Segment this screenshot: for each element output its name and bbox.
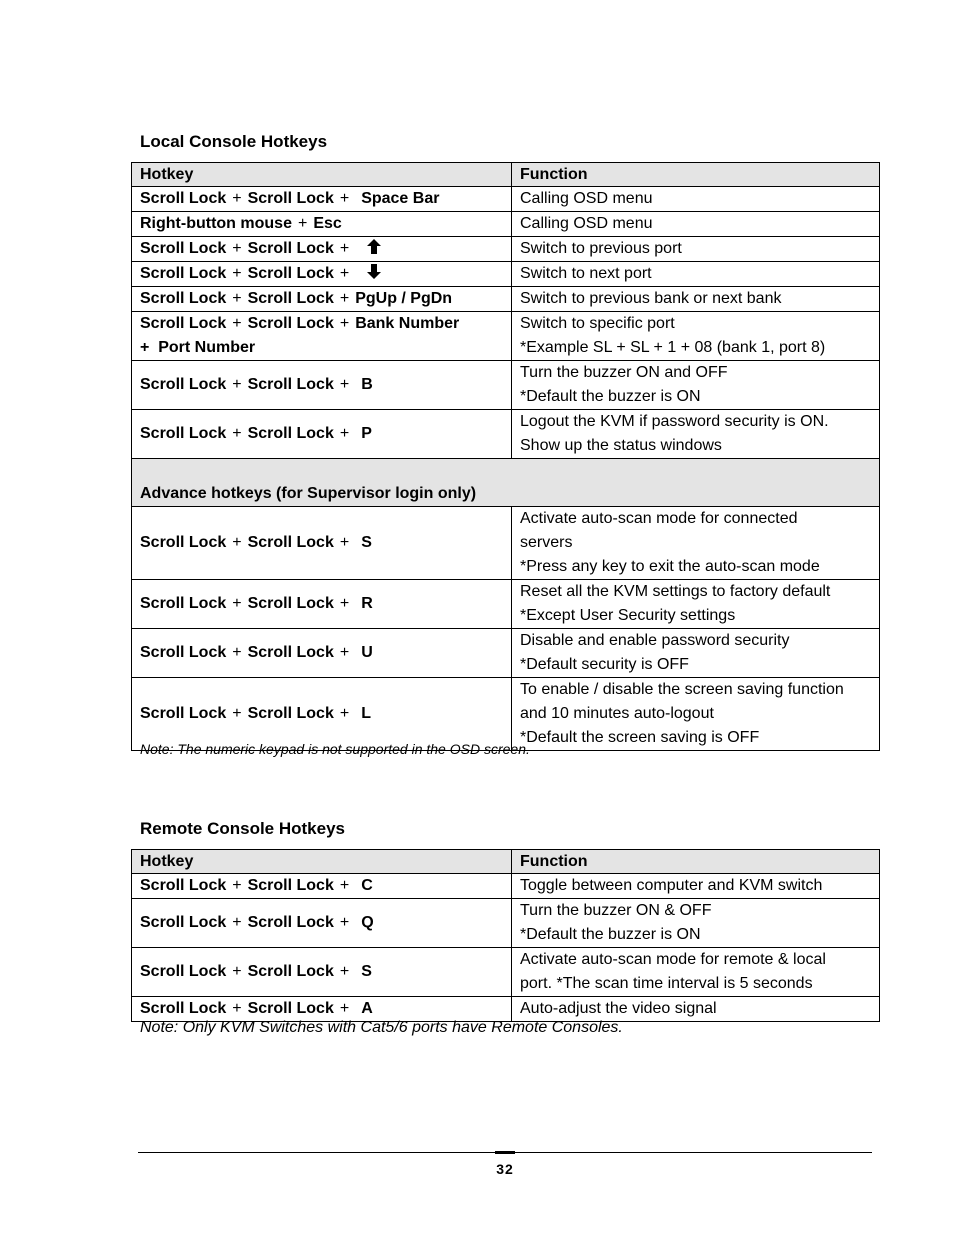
function-cell [512,187,880,212]
plus-sign: + [339,595,350,612]
key-name: S [361,963,372,980]
function-text: *Default the buzzer is ON [520,388,701,405]
table-row [132,997,880,1022]
function-text: Switch to specific port [520,315,675,332]
function-text: Logout the KVM if password security is ON. [520,413,829,430]
plus-sign: + [232,190,242,207]
hotkey-column-header: Hotkey [132,850,512,874]
table-row [132,678,880,751]
hotkey-cell [132,287,512,312]
plus-sign: + [232,1000,242,1017]
plus-sign: + [232,290,242,307]
function-cell [512,287,880,312]
key-name: PgUp / PgDn [355,290,453,307]
plus-sign: + [232,240,242,257]
function-cell [512,629,880,678]
function-cell [512,948,880,997]
table-header-row [132,163,880,187]
function-text: Switch to previous port [520,240,682,257]
key-name: Scroll Lock [140,963,227,980]
function-cell [512,874,880,899]
table-row [132,948,880,997]
key-name: A [361,1000,373,1017]
hotkey-cell [132,678,512,751]
key-name: Right-button mouse [140,215,292,232]
function-text: Calling OSD menu [520,215,653,232]
function-column-header: Function [512,850,880,874]
key-name: Port Number [158,339,256,356]
key-name: L [361,705,371,722]
key-name: Scroll Lock [247,190,334,207]
key-name: Scroll Lock [247,644,334,661]
table-row [132,187,880,212]
hotkey-cell [132,874,512,899]
key-name: P [361,425,372,442]
key-name: Bank Number [355,315,460,332]
key-name: Scroll Lock [140,290,227,307]
local-console-title: Local Console Hotkeys [140,132,328,151]
plus-sign: + [232,705,242,722]
remote-hotkeys-table [131,849,880,1022]
key-name: U [361,644,373,661]
function-text: *Press any key to exit the auto-scan mode [520,558,820,575]
function-text: *Example SL + SL + 1 + 08 (bank 1, port 8) [520,339,826,356]
function-column-header: Function [512,163,880,187]
key-name: Scroll Lock [247,705,334,722]
function-cell [512,237,880,262]
footer-tab-mark [495,1151,515,1154]
function-text: *Default the screen saving is OFF [520,729,760,746]
function-text: Activate auto-scan mode for remote & local [520,951,826,968]
plus-sign: + [232,376,242,393]
table-row [132,262,880,287]
table-row [132,899,880,948]
plus-sign: + [232,914,242,931]
hotkey-cell [132,629,512,678]
key-name: B [361,376,373,393]
key-name: Scroll Lock [140,534,227,551]
table-header-row [132,850,880,874]
plus-sign: + [339,240,350,257]
function-cell [512,899,880,948]
plus-sign: + [339,963,350,980]
hotkey-cell [132,187,512,212]
plus-sign: + [232,877,242,894]
key-name: Scroll Lock [247,315,334,332]
table-row [132,361,880,410]
hotkey-cell [132,507,512,580]
plus-sign: + [232,644,242,661]
function-text: Switch to previous bank or next bank [520,290,782,307]
plus-sign: + [232,534,242,551]
key-name: Scroll Lock [247,963,334,980]
function-text: Disable and enable password security [520,632,790,649]
key-name: Scroll Lock [247,265,334,282]
function-text: Show up the status windows [520,437,722,454]
plus-sign: + [339,190,350,207]
plus-sign: + [232,315,242,332]
function-cell [512,410,880,459]
function-cell [512,312,880,361]
function-text: Turn the buzzer ON and OFF [520,364,728,381]
remote-console-note: Note: Only KVM Switches with Cat5/6 ports have Remote Consoles. [140,1019,623,1036]
key-name: Scroll Lock [247,1000,334,1017]
page-number: 32 [496,1161,514,1177]
function-text: *Default security is OFF [520,656,689,673]
key-name: Q [361,914,374,931]
function-text: Reset all the KVM settings to factory default [520,583,831,600]
table-row [132,237,880,262]
function-cell [512,580,880,629]
plus-sign: + [232,963,242,980]
plus-sign: + [339,914,350,931]
advance-hotkeys-title: Advance hotkeys (for Supervisor login only) [132,459,880,507]
key-name: Scroll Lock [247,534,334,551]
function-text: Turn the buzzer ON & OFF [520,902,712,919]
function-text: Toggle between computer and KVM switch [520,877,823,894]
hotkey-cell [132,312,512,361]
key-name: Scroll Lock [247,290,334,307]
key-name: Scroll Lock [247,425,334,442]
remote-console-title: Remote Console Hotkeys [140,819,345,838]
key-name: Scroll Lock [247,240,334,257]
plus-sign: + [232,425,242,442]
table-row [132,312,880,361]
function-cell [512,678,880,751]
key-name: Scroll Lock [247,376,334,393]
hotkey-cell [132,212,512,237]
function-text: To enable / disable the screen saving function [520,681,844,698]
plus-sign: + [140,339,150,356]
function-cell [512,361,880,410]
key-name: Scroll Lock [247,595,334,612]
key-name: Space Bar [361,190,440,207]
plus-sign: + [232,265,242,282]
function-text: Activate auto-scan mode for connected [520,510,798,527]
function-cell [512,507,880,580]
key-name: Scroll Lock [140,1000,227,1017]
key-name: R [361,595,373,612]
function-cell [512,262,880,287]
key-name: Scroll Lock [140,877,227,894]
local-console-note: Note: The numeric keypad is not supported in the OSD screen. [140,741,530,757]
hotkey-cell [132,361,512,410]
plus-sign: + [339,376,350,393]
plus-sign: + [297,215,308,232]
key-name: Scroll Lock [140,425,227,442]
hotkey-cell [132,997,512,1022]
key-name: Scroll Lock [140,644,227,661]
hotkey-cell [132,948,512,997]
key-name: Scroll Lock [140,190,227,207]
function-text: Calling OSD menu [520,190,653,207]
key-name: Scroll Lock [140,376,227,393]
table-row [132,410,880,459]
function-text: servers [520,534,573,551]
plus-sign: + [339,265,350,282]
function-text: and 10 minutes auto-logout [520,705,714,722]
hotkey-column-header: Hotkey [132,163,512,187]
hotkey-cell [132,237,512,262]
key-name: Scroll Lock [247,877,334,894]
key-name: Scroll Lock [140,315,227,332]
plus-sign: + [339,534,350,551]
table-row [132,629,880,678]
hotkey-cell [132,262,512,287]
function-text: Auto-adjust the video signal [520,1000,717,1017]
plus-sign: + [339,705,350,722]
hotkey-cell [132,899,512,948]
key-name: Scroll Lock [140,705,227,722]
plus-sign: + [339,644,350,661]
key-name: Esc [313,215,342,232]
key-name: Scroll Lock [140,265,227,282]
hotkey-cell [132,410,512,459]
arrow-up-icon [360,240,382,257]
function-text: *Default the buzzer is ON [520,926,701,943]
plus-sign: + [339,877,350,894]
plus-sign: + [339,290,350,307]
key-name: Scroll Lock [140,914,227,931]
function-text: Switch to next port [520,265,652,282]
plus-sign: + [339,425,350,442]
plus-sign: + [232,595,242,612]
arrow-down-icon [360,265,382,282]
plus-sign: + [339,315,350,332]
advance-hotkeys-row [132,459,880,507]
table-row [132,212,880,237]
key-name: S [361,534,372,551]
plus-sign: + [339,1000,350,1017]
table-row [132,580,880,629]
table-row [132,874,880,899]
table-row [132,287,880,312]
key-name: C [361,877,373,894]
function-text: port. *The scan time interval is 5 seconds [520,975,813,992]
key-name: Scroll Lock [140,240,227,257]
function-text: *Except User Security settings [520,607,736,624]
local-hotkeys-table [131,162,880,751]
hotkey-cell [132,580,512,629]
key-name: Scroll Lock [140,595,227,612]
function-cell [512,997,880,1022]
table-row [132,507,880,580]
key-name: Scroll Lock [247,914,334,931]
function-cell [512,212,880,237]
